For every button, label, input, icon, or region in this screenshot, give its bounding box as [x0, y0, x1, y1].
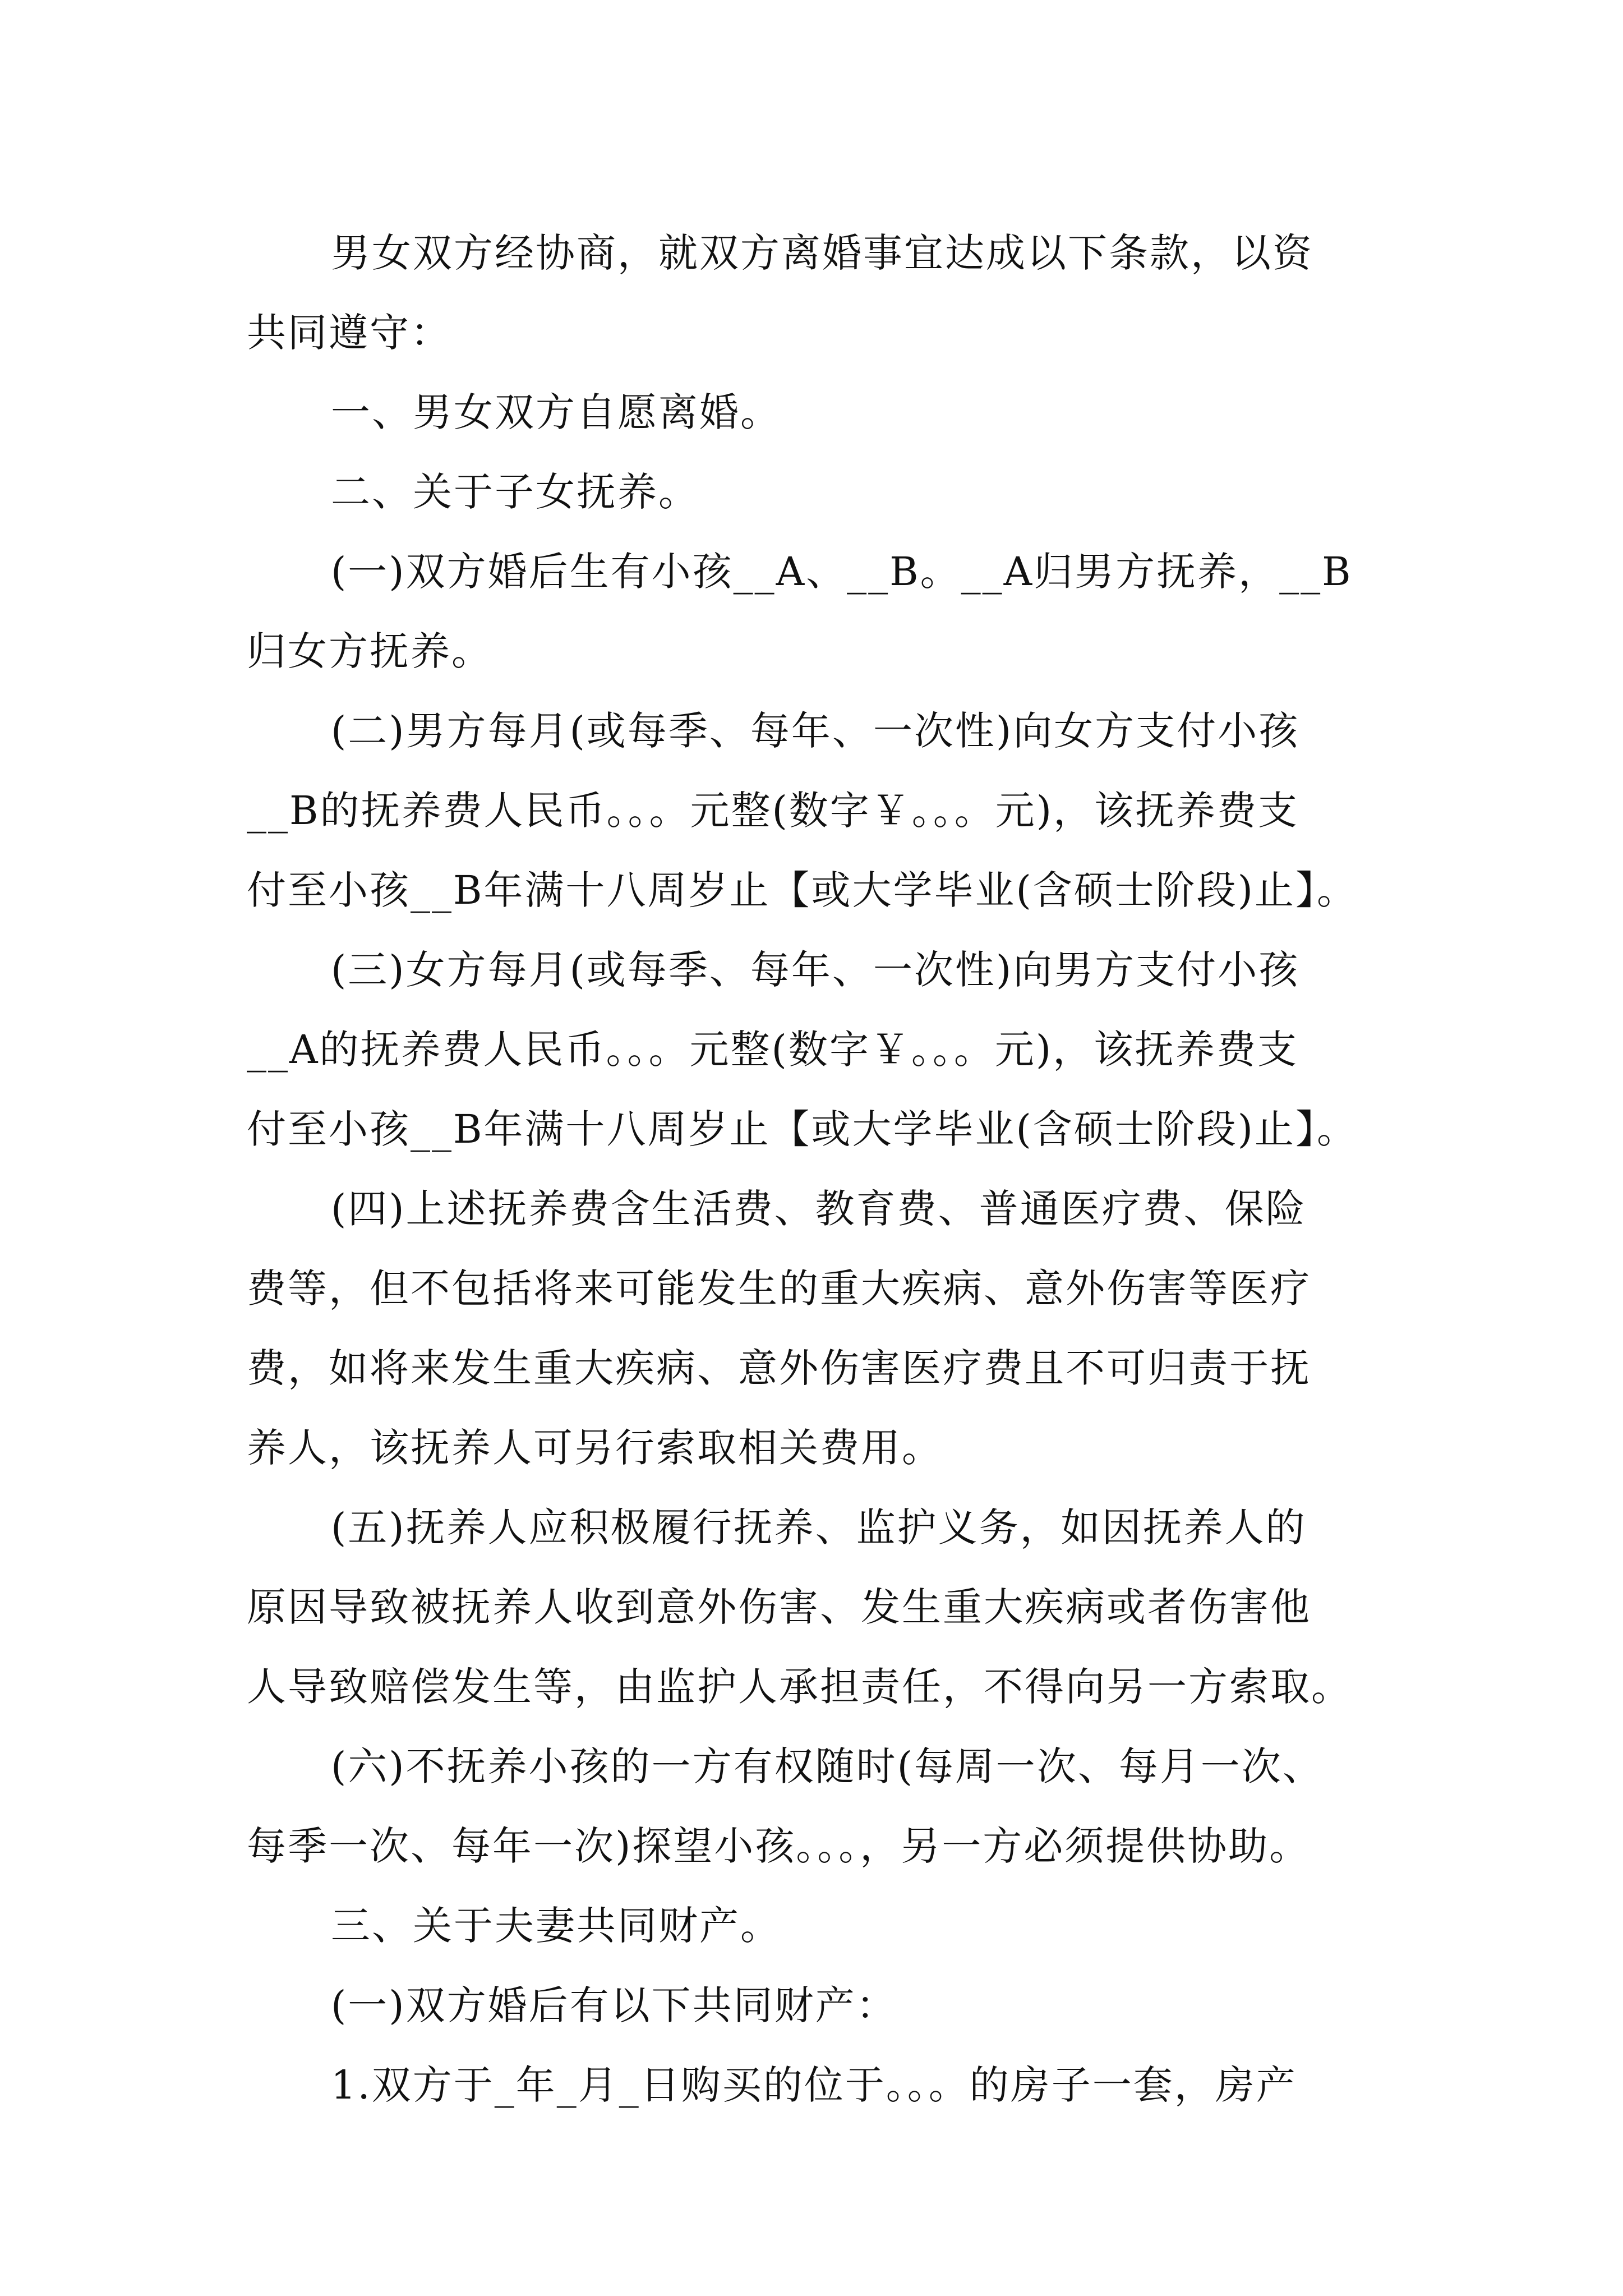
text-line: 男女双方经协商，就双方离婚事宜达成以下条款，以资 [331, 230, 1313, 276]
text-line: __B的抚养费人民币。。。元整(数字￥。。。元)，该抚养费支 [247, 788, 1299, 834]
text-line: 付至小孩__B年满十八周岁止【或大学毕业(含硕士阶段)止】。 [247, 867, 1358, 913]
text-line: 付至小孩__B年满十八周岁止【或大学毕业(含硕士阶段)止】。 [247, 1106, 1358, 1152]
text-line: (二)男方每月(或每季、每年、一次性)向女方支付小孩 [331, 708, 1300, 754]
text-line: (六)不抚养小孩的一方有权随时(每周一次、每月一次、 [331, 1743, 1324, 1789]
document-body [247, 213, 1424, 2125]
text-line: 一、男女双方自愿离婚。 [331, 389, 781, 435]
text-line: 每季一次、每年一次)探望小孩。。。，另一方必须提供协助。 [247, 1823, 1311, 1869]
text-line: 人导致赔偿发生等，由监护人承担责任，不得向另一方索取。 [247, 1664, 1352, 1710]
text-line: 1.双方于_年_月_日购买的位于。。。的房子一套，房产 [331, 2062, 1297, 2108]
text-line: __A的抚养费人民币。。。元整(数字￥。。。元)，该抚养费支 [247, 1027, 1299, 1073]
text-line: 共同遵守： [247, 310, 451, 356]
text-line: 二、关于子女抚养。 [331, 469, 699, 515]
text-line: (五)抚养人应积极履行抚养、监护义务，如因抚养人的 [331, 1504, 1307, 1550]
text-line: 三、关于夫妻共同财产。 [331, 1903, 781, 1949]
text-line: 费等，但不包括将来可能发生的重大疾病、意外伤害等医疗 [247, 1266, 1311, 1312]
text-line: (一)双方婚后生有小孩__A、__B。__A归男方抚养，__B [331, 549, 1353, 595]
text-line: 费，如将来发生重大疾病、意外伤害医疗费且不可归责于抚 [247, 1345, 1311, 1391]
text-line: 养人，该抚养人可另行索取相关费用。 [247, 1425, 943, 1471]
text-line: 原因导致被抚养人收到意外伤害、发生重大疾病或者伤害他 [247, 1584, 1311, 1630]
text-line: 归女方抚养。 [247, 628, 492, 674]
text-line: (四)上述抚养费含生活费、教育费、普通医疗费、保险 [331, 1186, 1307, 1232]
text-line: (三)女方每月(或每季、每年、一次性)向男方支付小孩 [331, 947, 1300, 993]
text-line: (一)双方婚后有以下共同财产： [331, 1982, 897, 2028]
